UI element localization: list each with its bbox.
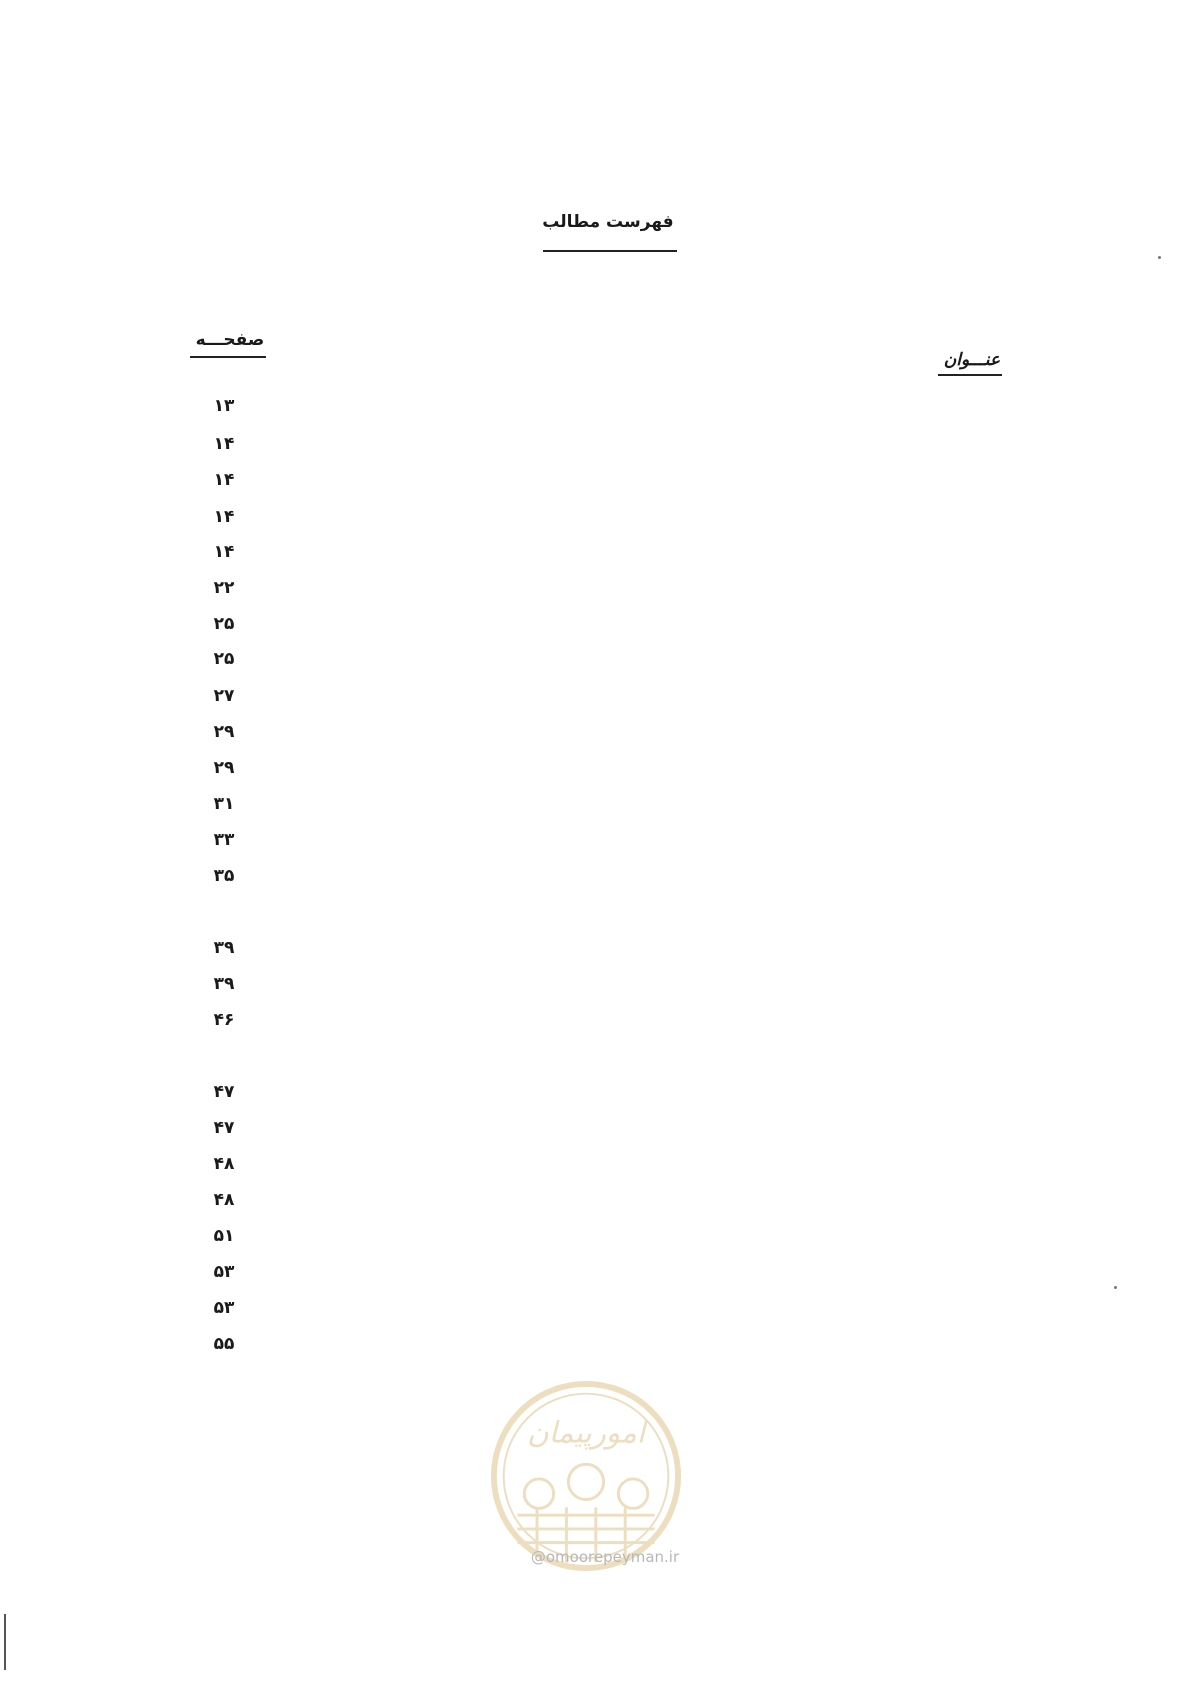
toc-page-number: ۲۹ (213, 758, 235, 778)
toc-page-number: ۳۵ (213, 866, 235, 886)
toc-page-number: ۵۱ (213, 1226, 235, 1246)
title-column-underline (938, 374, 1002, 376)
toc-page-number: ۵۳ (213, 1262, 235, 1282)
page-column-header: صفحـــه (195, 330, 265, 350)
toc-page-number: ۴۸ (213, 1154, 235, 1174)
toc-page-number: ۳۳ (213, 830, 235, 850)
toc-page-number: ۵۵ (213, 1334, 235, 1354)
toc-page-number: ۲۵ (213, 649, 235, 669)
title-underline (543, 250, 677, 252)
toc-page-number: ۱۴ (213, 434, 235, 454)
toc-page-number: ۱۴ (213, 542, 235, 562)
toc-page-number: ۲۹ (213, 722, 235, 742)
watermark-text: @omoorepeyman.ir (530, 1548, 680, 1566)
svg-text:امورپیمان: امورپیمان (527, 1415, 645, 1450)
toc-page-number: ۲۲ (213, 578, 235, 598)
title-column-header: عنـــوان (943, 350, 1000, 370)
toc-page-number: ۲۷ (213, 686, 235, 706)
toc-page-number: ۳۱ (213, 794, 235, 814)
toc-page-number: ۳۹ (213, 938, 235, 958)
omoorepeyman-stamp-logo (488, 1378, 684, 1574)
toc-page-number: ۱۳ (213, 396, 235, 416)
page-title: فهرست مطالب (542, 212, 674, 232)
toc-page-number: ۴۷ (213, 1118, 235, 1138)
page-column-underline (190, 356, 266, 358)
toc-page-number: ۱۴ (213, 507, 235, 527)
toc-page-number: ۴۶ (213, 1010, 235, 1030)
scan-edge-mark (4, 1614, 6, 1670)
toc-page-number: ۴۸ (213, 1190, 235, 1210)
scan-speck (1158, 256, 1161, 259)
toc-page-number: ۳۹ (213, 974, 235, 994)
toc-page-number: ۱۴ (213, 470, 235, 490)
scan-speck (1114, 1286, 1117, 1289)
toc-page-number: ۵۳ (213, 1298, 235, 1318)
toc-page-number: ۲۵ (213, 614, 235, 634)
toc-page-number: ۴۷ (213, 1082, 235, 1102)
